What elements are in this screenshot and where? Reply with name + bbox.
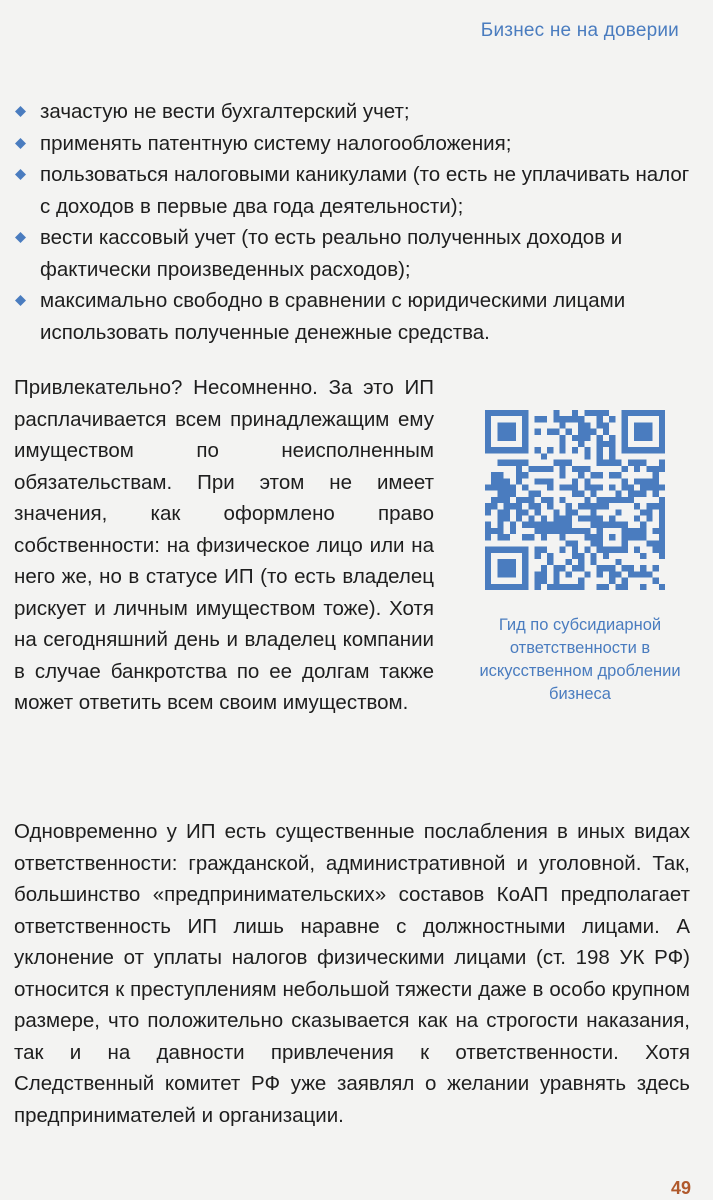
qr-block <box>479 410 685 706</box>
list-item <box>14 128 694 160</box>
body-paragraph: Одновременно у ИП есть существенные послабления в иных видах ответственности: гражданской, административной и уголовной. Так, большинство «предпринимательских» составов КоАП предполагает ответственность ИП лишь наравне с должностными лицами. А уклонение от уплаты налогов физическими лицами (ст. 198 УК РФ) относится к преступлениям небольшой тяжести даже в особо крупном размере, что положительно сказывается как на строгости наказания, так и на давности привлечения к ответственности. Хотя Следственный комитет РФ уже заявлял о желании уравнять здесь предпринимателей и организации. <box>14 820 690 1127</box>
body-paragraph: Привлекательно? Несомненно. За это ИП расплачивается всем принадлежащим ему имуществом по неисполненным обязательствам. При этом не имеет значения, как оформлено право собственности: на физическое лицо или на него же, но в статусе ИП (то есть владелец рискует и личным имуществом тоже). Хотя на сегодняшний день и владелец компании в случае банкротства по ее долгам также может ответить всем своим имуществом. <box>14 376 434 714</box>
qr-caption: Гид по субсидиарной ответственности в искусственном дроблении бизнеса <box>479 616 681 703</box>
diamond-bullet-icon <box>15 295 26 306</box>
bullet-list <box>14 96 694 348</box>
list-item-text: пользоваться налоговыми каникулами (то есть не уплачивать налог с доходов в первые два года деятельности); <box>40 163 690 218</box>
list-item <box>14 96 694 128</box>
list-item <box>14 159 694 222</box>
running-title: Бизнес не на доверии <box>480 20 679 41</box>
list-item <box>14 285 694 348</box>
diamond-bullet-icon <box>15 138 26 149</box>
list-item-text: зачастую не вести бухгалтерский учет; <box>40 100 410 123</box>
qr-code-icon[interactable] <box>485 410 665 590</box>
diamond-bullet-icon <box>15 106 26 117</box>
diamond-bullet-icon <box>15 232 26 243</box>
diamond-bullet-icon <box>15 169 26 180</box>
list-item-text: вести кассовый учет (то есть реально полученных доходов и фактически произведенных расходов); <box>40 226 623 281</box>
list-item-text: применять патентную систему налогообложения; <box>40 131 512 155</box>
list-item-text: максимально свободно в сравнении с юридическими лицами использовать полученные денежные средства. <box>40 289 626 344</box>
list-item <box>14 222 694 285</box>
page-number: 49 <box>670 1178 691 1198</box>
